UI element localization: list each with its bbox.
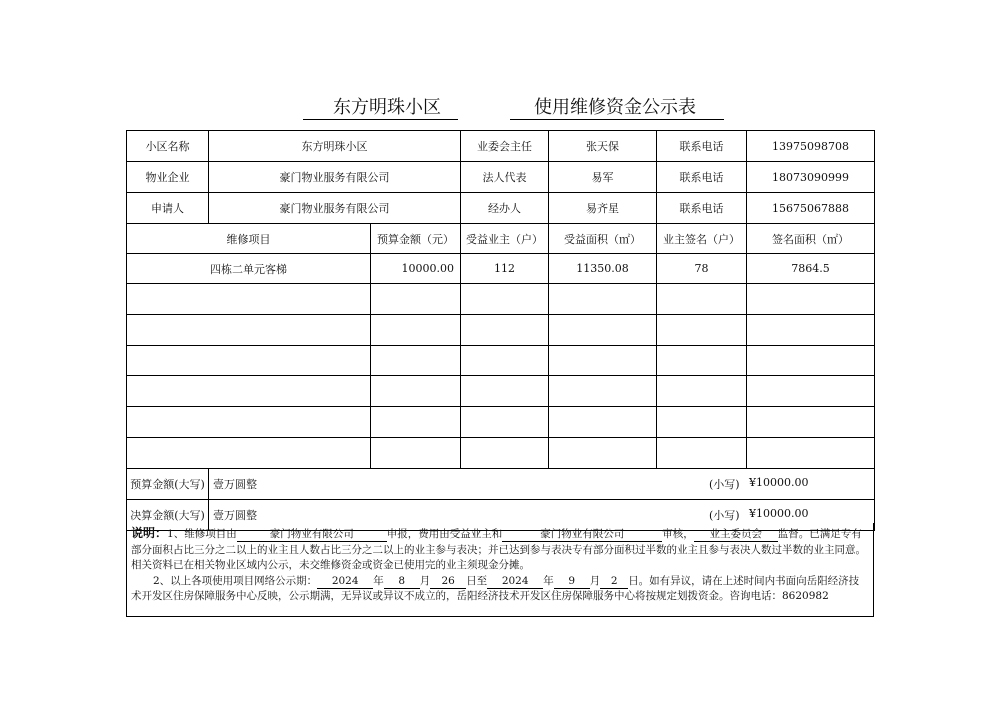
label-community: 小区名称 [127,131,209,162]
notes-month-char-2: 月 [589,574,601,587]
final-small-value: ¥10000.00 [749,507,809,520]
table-row-empty [127,407,875,438]
label-applicant: 申请人 [127,193,209,224]
notes-paragraph-2 [131,574,869,605]
value-phone-2: 18073090999 [747,162,875,193]
info-row-applicant [127,193,875,224]
header-project: 维修项目 [127,224,371,254]
final-small-label: (小写) [709,509,740,522]
notes-payer: 豪门物业有限公司 [502,528,662,542]
budget-row [127,469,875,500]
cell-signed-area: 7864.5 [747,254,875,284]
notes-applicant: 豪门物业有限公司 [237,528,387,542]
notes-p2-a: 2、以上各项使用项目网络公示期： [153,574,318,587]
notes-end-year: 2024 [487,575,543,589]
value-committee-director: 张天保 [549,131,657,162]
cell-project: 四栋二单元客梯 [127,254,371,284]
notes-year-char-2: 年 [543,574,554,587]
label-phone-1: 联系电话 [657,131,747,162]
budget-upper-label: 预算金额(大写) [127,469,209,500]
fund-table-main [126,130,875,531]
notes-start-year: 2024 [317,575,373,589]
table-row-empty [127,346,875,376]
notes-section [126,523,874,617]
label-committee-director: 业委会主任 [461,131,549,162]
notes-p2-b: 日。如有异议，请在上述时间内书面向岳阳经济技术开发区住房保障服务中心反映，公示期满，无异议或异议不成立的，岳阳经济技术开发区住房保障服务中心将按规定划拨资金。咨询电话：8620982 [131,574,860,602]
notes-month-char-1: 月 [419,574,431,587]
table-row-empty [127,438,875,469]
notes-p1-d: 监督。已满足专有部分面积占比三分之二以上的业主且人数占比三分之二以上的业主参与表决；并已达到参与表决专有部分面积过半数的业主且参与表决人数过半数的业主同意。相关资料已在相关物业区域内公示，未交维修资金或资金已使用完的业主须现金分摊。 [131,528,866,571]
value-applicant: 豪门物业服务有限公司 [209,193,461,224]
title-community-name: 东方明珠小区 [303,96,458,120]
value-legal-rep: 易军 [549,162,657,193]
budget-upper-value: 壹万圆整 [213,478,257,491]
notes-start-month: 8 [384,575,420,589]
label-property-company: 物业企业 [127,162,209,193]
notes-start-day: 26 [430,575,466,589]
budget-amount-cell [209,469,875,500]
info-row-community [127,131,875,162]
cell-budget: 10000.00 [371,254,461,284]
info-row-property [127,162,875,193]
header-signatures: 业主签名（户） [657,224,747,254]
table-header-row [127,224,875,254]
label-phone-2: 联系电话 [657,162,747,193]
label-legal-rep: 法人代表 [461,162,549,193]
header-beneficiaries: 受益业主（户） [461,224,549,254]
notes-p1-c: 审核， [662,528,694,540]
value-handler: 易齐星 [549,193,657,224]
value-phone-1: 13975098708 [747,131,875,162]
notes-p1-a: 1、维修项目由 [167,528,237,540]
header-budget: 预算金额（元） [371,224,461,254]
value-phone-3: 15675067888 [747,193,875,224]
notes-end-day: 2 [600,575,628,589]
label-phone-3: 联系电话 [657,193,747,224]
final-upper-value: 壹万圆整 [213,509,257,522]
table-row-empty [127,315,875,346]
notes-year-char-1: 年 [373,574,384,587]
value-property-company: 豪门物业服务有限公司 [209,162,461,193]
cell-signatures: 78 [657,254,747,284]
notes-paragraph-1 [131,526,869,574]
label-handler: 经办人 [461,193,549,224]
table-row-empty [127,376,875,407]
notes-supervisor: 业主委员会 [694,528,778,542]
notes-end-month: 9 [554,575,590,589]
document-title [300,96,730,124]
budget-small-label: (小写) [709,478,740,491]
budget-small-value: ¥10000.00 [749,476,809,489]
notes-p2-to: 日至 [466,574,488,587]
table-row [127,254,875,284]
header-signed-area: 签名面积（㎡） [747,224,875,254]
cell-benefit-area: 11350.08 [549,254,657,284]
notes-p1-b: 申报，费用由受益业主和 [386,528,503,540]
cell-beneficiaries: 112 [461,254,549,284]
final-upper-label: 决算金额(大写) [127,500,209,531]
title-suffix: 使用维修资金公示表 [510,96,724,120]
table-row-empty [127,284,875,315]
value-community: 东方明珠小区 [209,131,461,162]
header-benefit-area: 受益面积（㎡） [549,224,657,254]
notes-label: 说明： [131,526,168,540]
